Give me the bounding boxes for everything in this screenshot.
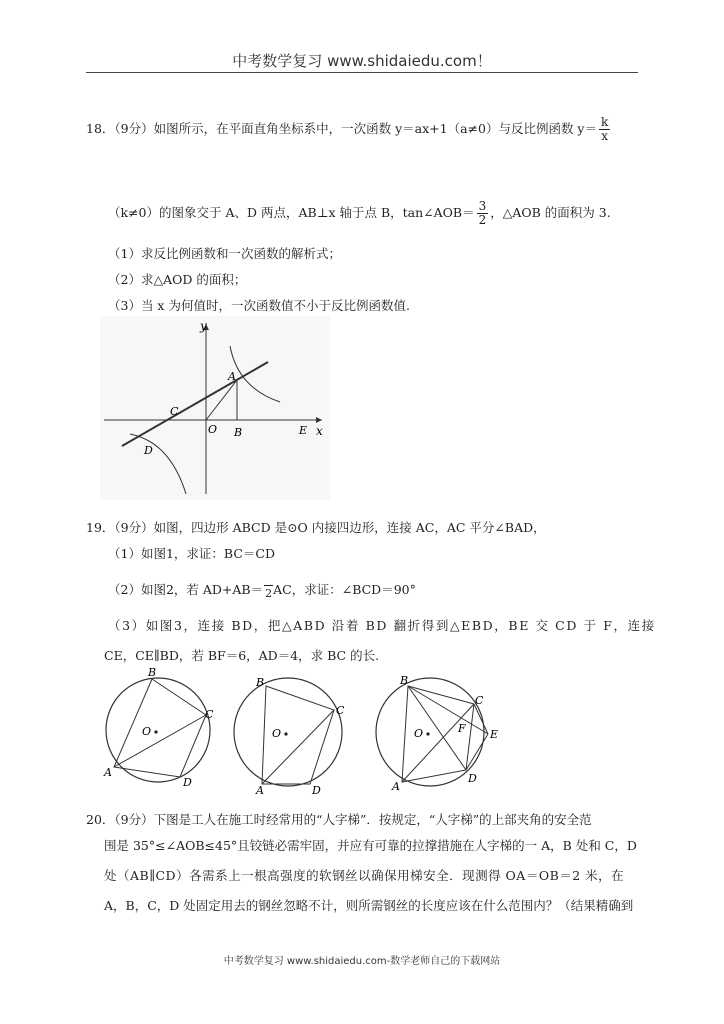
q19-fig1-label-a: A: [104, 766, 112, 779]
q18-line1: [86, 116, 612, 143]
q19-part2-text: （2）如图2，若 AD+AB＝: [108, 582, 264, 597]
q18-label-e: E: [299, 424, 308, 437]
q18-frac-num: k: [601, 115, 609, 129]
q19-sqrt-2: 2: [265, 587, 273, 600]
q19-fig2-label-d: D: [312, 784, 321, 796]
q18-part2: （2）求△AOD 的面积；: [108, 272, 247, 287]
q20-line2: 围是 35°≤∠AOB≤45°且铰链必需牢固，并应有可靠的拉撑措施在人字梯的一 A，B 处和 C，D: [104, 838, 637, 853]
q19-line1: 19．（9分）如图，四边形 ABCD 是⊙O 内接四边形，连接 AC，AC 平分∠BAD，: [86, 520, 546, 535]
q19-part3-line1: （3）如图3，连接 BD，把△ABD 沿着 BD 翻折得到△EBD，BE 交 CD 于 F，连接: [108, 618, 656, 633]
q18-line2-text: （k≠0）的图象交于 A、D 两点，AB⊥x 轴于点 B，tan∠AOB＝: [108, 205, 475, 220]
q18-part1: （1）求反比例函数和一次函数的解析式；: [108, 246, 341, 261]
q19-fig3-label-f: F: [458, 722, 466, 735]
q18-label-d: D: [144, 444, 153, 457]
q18-graph-figure: [100, 316, 330, 500]
q19-fig3-label-a: A: [392, 780, 400, 793]
q19-fig1-label-b: B: [148, 666, 157, 679]
q19-fig1-diagonal-ac: [114, 715, 206, 767]
q18-frac-den: x: [601, 129, 609, 143]
q18-line1-text: 18．（9分）如图所示，在平面直角坐标系中，一次函数 y＝ax+1（a≠0）与反比例函数 y＝: [86, 121, 597, 136]
q19-fig3-label-o: O: [414, 727, 424, 740]
q18-fraction-3-over-2: [477, 200, 489, 227]
q19-fig1-label-c: C: [205, 708, 214, 721]
q19-fig2-label-c: C: [336, 704, 345, 717]
q18-fraction-k-over-x: [599, 116, 610, 143]
q19-fig3-circle: [376, 678, 484, 786]
q18-label-y: y: [200, 319, 207, 333]
q19-fig1-label-o: O: [142, 725, 152, 738]
q19-fig3-label-b: B: [400, 674, 409, 687]
q19-part2: [108, 582, 416, 602]
q19-fig2-label-a: A: [256, 784, 264, 796]
q19-part1: （1）如图1，求证：BC＝CD: [108, 546, 275, 561]
q19-fig3-center-dot: [426, 732, 429, 735]
q19-figure-2: [226, 666, 356, 796]
q19-fig1-circle: [106, 678, 210, 782]
q18-line2: [108, 200, 611, 227]
q18-label-c: C: [170, 405, 179, 418]
q19-fig1-center-dot: [154, 730, 157, 733]
q19-figure-3: [372, 666, 506, 796]
q19-fig3-label-c: C: [475, 694, 484, 707]
q19-fig1-quadrilateral: [114, 679, 206, 777]
q18-frac2-den: 2: [478, 213, 487, 227]
q19-figure-1: [100, 666, 220, 792]
q18-line2-tail: ，△AOB 的面积为 3.: [490, 205, 611, 220]
page-footer: 中考数学复习 www.shidaiedu.com-数学老师自己的下载网站: [223, 956, 501, 967]
header-rule: [86, 72, 638, 73]
page-header: 中考数学复习 www.shidaiedu.com！: [232, 52, 492, 70]
q19-fig2-center-dot: [284, 732, 287, 735]
q20-line4: A，B，C，D 处固定用去的钢丝忽略不计，则所需钢丝的长度应该在什么范围内？（结果精确到: [104, 898, 634, 913]
q18-label-o: O: [208, 423, 218, 436]
q19-fig3-label-d: D: [468, 772, 477, 785]
q18-label-x: x: [316, 424, 323, 438]
q20-line1: 20．（9分）下图是工人在施工时经常用的“人字梯”．按规定，“人字梯”的上部夹角的安全范: [86, 812, 592, 827]
q19-part2-tail: AC，求证：∠BCD＝90°: [273, 582, 416, 597]
q19-fig2-label-b: B: [256, 676, 265, 689]
q19-fig2-label-o: O: [272, 727, 282, 740]
q20-line3: 处（AB∥CD）各需系上一根高强度的软钢丝以确保用梯安全．现测得 OA＝OB＝2 米，在: [104, 868, 625, 883]
q18-label-a: A: [228, 370, 236, 383]
q19-fig1-label-d: D: [183, 776, 192, 789]
q19-fig3-label-e: E: [490, 728, 499, 741]
q19-part3-line2: CE，CE∥BD，若 BF＝6，AD＝4，求 BC 的长.: [104, 648, 380, 663]
q18-part3: （3）当 x 为何值时，一次函数值不小于反比例函数值.: [108, 298, 410, 313]
q18-label-b: B: [234, 426, 243, 439]
q18-frac2-num: 3: [478, 199, 487, 213]
